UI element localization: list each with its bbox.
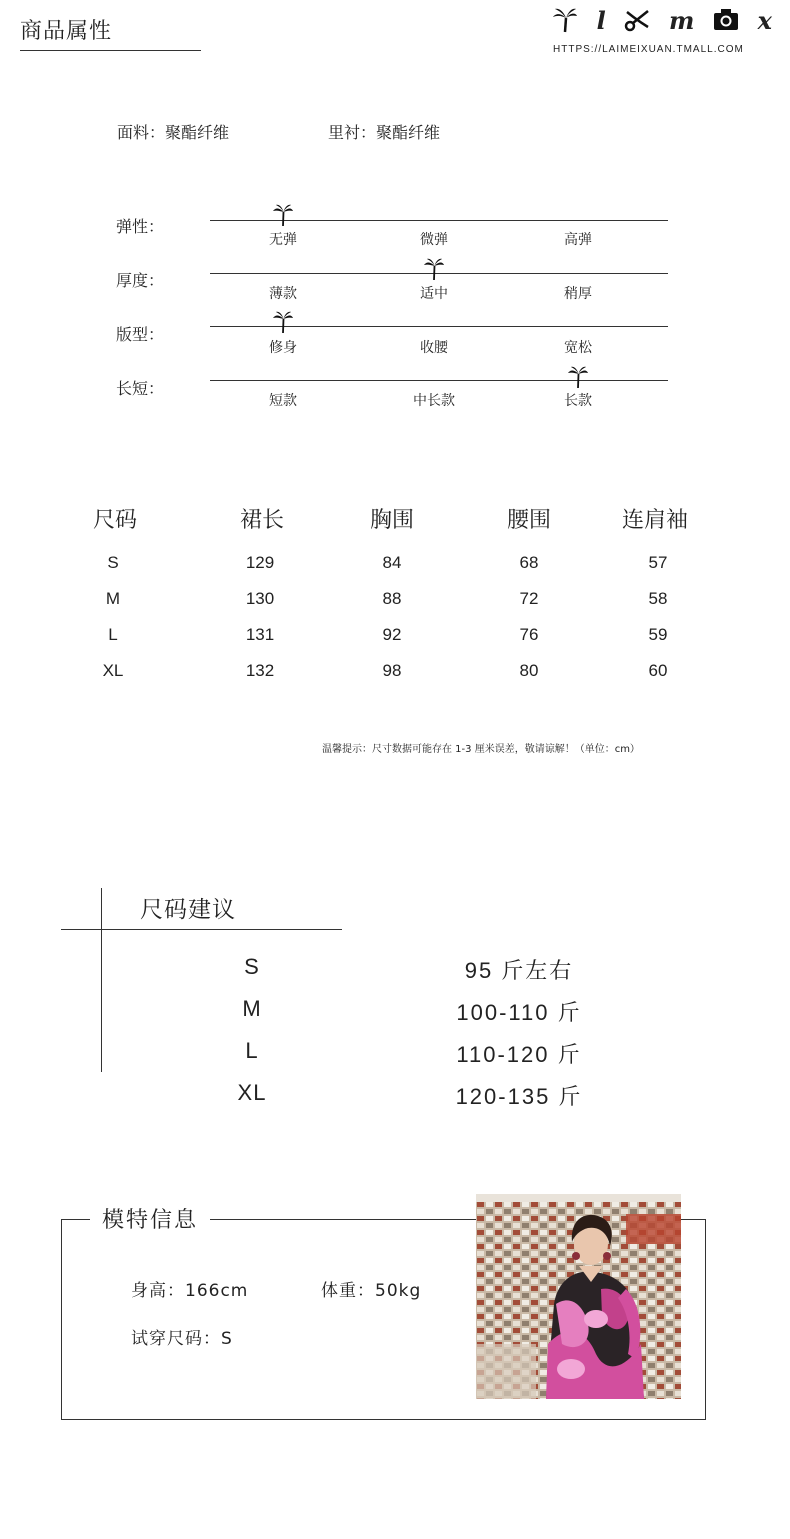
recommend-size: XL (237, 1080, 267, 1105)
recommend-horizontal-line (61, 929, 342, 930)
table-cell: 57 (648, 553, 668, 572)
table-cell: XL (102, 661, 124, 680)
table-cell: 84 (382, 553, 402, 572)
brand-letter-l: l (596, 5, 606, 35)
attr-label-length: 长短： (116, 379, 165, 398)
recommend-size: M (242, 996, 262, 1021)
palm-marker-icon (273, 311, 293, 333)
recommend-size: S (244, 954, 260, 979)
attr-label-elasticity: 弹性： (116, 217, 165, 236)
brand-letter-m: m (669, 5, 695, 35)
table-cell: 98 (382, 661, 402, 680)
option-length-1: 中长款 (413, 393, 455, 409)
table-header: 裙长 (239, 508, 284, 533)
model-photo (476, 1194, 681, 1399)
size-note: 温馨提示：尺寸数据可能存在 1-3 厘米误差，敬请谅解！（单位：cm） (322, 744, 640, 755)
option-length-2: 长款 (564, 393, 592, 409)
table-cell: 80 (519, 661, 539, 680)
option-elasticity-0: 无弹 (269, 232, 297, 248)
table-cell: 68 (519, 553, 539, 572)
table-cell: 130 (245, 589, 275, 608)
table-cell: S (107, 553, 119, 572)
model-photo-illustration (476, 1194, 681, 1399)
recommend-weight: 95 斤左右 (464, 958, 574, 983)
recommend-title: 尺码建议 (140, 897, 236, 923)
brand-url: HTTPS://LAIMEIXUAN.TMALL.COM (553, 44, 744, 55)
model-info-title: 模特信息 (90, 1203, 210, 1234)
recommend-size: L (245, 1038, 259, 1063)
option-fit-1: 收腰 (420, 340, 448, 356)
recommend-weight: 110-120 斤 (456, 1042, 582, 1067)
table-header: 尺码 (92, 508, 137, 533)
palm-marker-icon (424, 258, 444, 280)
option-fit-0: 修身 (269, 340, 297, 356)
fabric-text: 面料：聚酯纤维 (117, 123, 230, 142)
lining-text: 里衬：聚酯纤维 (328, 123, 441, 142)
attr-label-fit: 版型： (116, 325, 165, 344)
recommend-vertical-line (101, 888, 102, 1072)
table-cell: 72 (519, 589, 539, 608)
option-elasticity-2: 高弹 (564, 232, 592, 248)
camera-icon (713, 8, 739, 32)
table-cell: 129 (245, 553, 275, 572)
table-cell: 132 (245, 661, 275, 680)
attr-label-thickness: 厚度： (116, 271, 165, 290)
option-thickness-2: 稍厚 (564, 286, 592, 302)
table-cell: 131 (245, 625, 275, 644)
table-cell: 58 (648, 589, 668, 608)
table-cell: 59 (648, 625, 668, 644)
table-header: 腰围 (506, 508, 551, 533)
table-cell: 76 (519, 625, 539, 644)
recommend-weight: 120-135 斤 (455, 1084, 583, 1109)
table-cell: 92 (382, 625, 402, 644)
brand-logo (552, 4, 772, 36)
table-cell: 88 (382, 589, 402, 608)
option-elasticity-1: 微弹 (420, 232, 448, 248)
option-length-0: 短款 (269, 393, 297, 409)
option-fit-2: 宽松 (564, 340, 592, 356)
title-underline (20, 50, 201, 51)
palm-icon (552, 7, 578, 33)
scale-line-length (210, 380, 668, 381)
palm-marker-icon (568, 366, 588, 388)
table-cell: L (108, 625, 118, 644)
table-cell: 60 (648, 661, 668, 680)
recommend-weight: 100-110 斤 (456, 1000, 582, 1025)
brand-letter-x: x (757, 5, 772, 35)
model-weight: 体重：50kg (321, 1281, 422, 1301)
page-title: 商品属性 (20, 19, 113, 44)
table-cell: M (105, 589, 121, 608)
palm-marker-icon (273, 204, 293, 226)
model-height: 身高：166cm (131, 1281, 249, 1301)
model-try-size: 试穿尺码：S (131, 1329, 233, 1349)
scissors-icon (624, 7, 650, 33)
table-header: 胸围 (369, 508, 414, 533)
table-header: 连肩袖 (621, 508, 688, 533)
option-thickness-0: 薄款 (269, 286, 297, 302)
option-thickness-1: 适中 (420, 286, 448, 302)
